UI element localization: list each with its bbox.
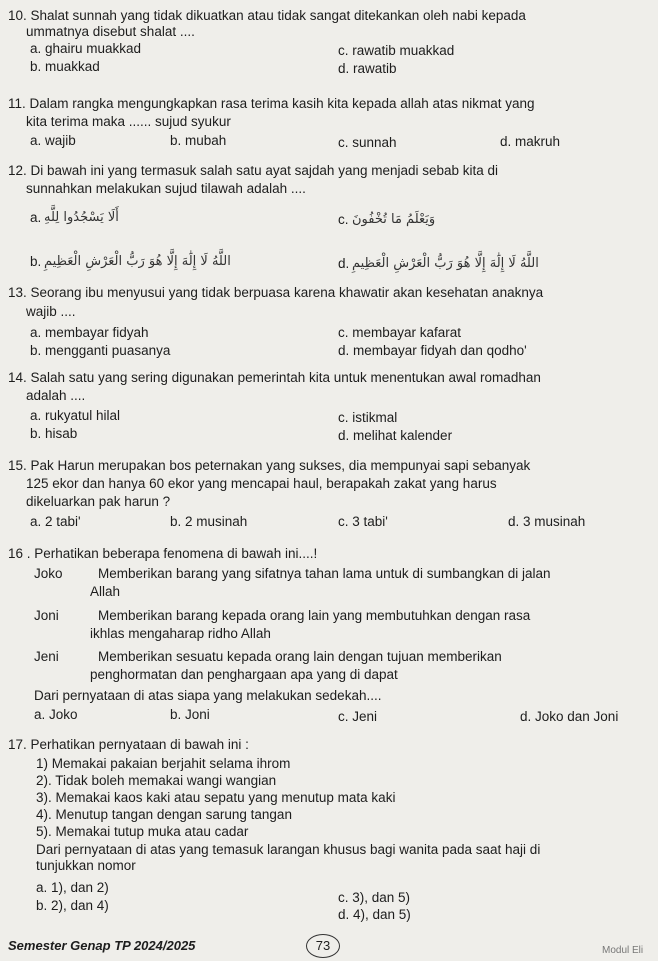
q16-jeni-text-2: penghormatan dan penghargaan apa yang di dapat [90, 667, 398, 682]
q13-option-b: b. mengganti puasanya [30, 343, 171, 358]
q11-line-2: kita terima maka ...... sujud syukur [26, 114, 231, 129]
q15-line-1: 15. Pak Harun merupakan bos peternakan yang sukses, dia mempunyai sapi sebanyak [8, 458, 531, 473]
q15-line-3: dikeluarkan pak harun ? [26, 494, 171, 509]
q17-item-3: 3). Memakai kaos kaki atau sepatu yang menutup mata kaki [36, 790, 396, 805]
q14-option-b: b. hisab [30, 426, 78, 441]
q11-option-b: b. mubah [170, 133, 227, 148]
q15-option-b: b. 2 musinah [170, 514, 248, 529]
q13-option-a: a. membayar fidyah [30, 325, 149, 340]
q16-option-d: d. Joko dan Joni [520, 709, 619, 724]
q17-option-c: c. 3), dan 5) [338, 890, 411, 905]
q17-question-line-1: Dari pernyataan di atas yang temasuk larangan khusus bagi wanita pada saat haji di [36, 842, 541, 857]
q12-option-b: b. [30, 254, 42, 269]
q17-option-b: b. 2), dan 4) [36, 898, 109, 913]
q11-option-d: d. makruh [500, 134, 561, 149]
q10-line-1: 10. Shalat sunnah yang tidak dikuatkan atau tidak sangat ditekankan oleh nabi kepada [8, 8, 526, 23]
q17-item-1: 1) Memakai pakaian berjahit selama ihrom [36, 756, 291, 771]
q15-option-d: d. 3 musinah [508, 514, 586, 529]
footer-module: Modul Eli [602, 945, 644, 956]
q17-item-5: 5). Memakai tutup muka atau cadar [36, 824, 249, 839]
q12-line-2: sunnahkan melakukan sujud tilawah adalah .... [26, 181, 306, 196]
q14-option-c: c. istikmal [338, 410, 398, 425]
q17-option-d: d. 4), dan 5) [338, 907, 411, 922]
q16-joko-text-1: Memberikan barang yang sifatnya tahan lama untuk di sumbangkan di jalan [98, 566, 551, 581]
q14-option-d: d. melihat kalender [338, 428, 453, 443]
footer-semester: Semester Genap TP 2024/2025 [8, 938, 196, 953]
q16-joni-text-2: ikhlas mengaharap ridho Allah [90, 626, 271, 641]
q17-item-2: 2). Tidak boleh memakai wangi wangian [36, 773, 277, 788]
q16-option-a: a. Joko [34, 707, 78, 722]
q11-line-1: 11. Dalam rangka mengungkapkan rasa terima kasih kita kepada allah atas nikmat yang [8, 96, 535, 111]
q12-option-c-arabic: وَيَعْلَمُ مَا تُخْفُونَ [352, 212, 436, 227]
q13-line-1: 13. Seorang ibu menyusui yang tidak berpuasa karena khawatir akan kesehatan anaknya [8, 285, 544, 300]
q12-option-a-arabic: أَلَا يَسْجُدُوا لِلَّهِ [44, 210, 119, 225]
q12-option-d-arabic: اللَّهُ لَا إِلَٰهَ إِلَّا هُوَ رَبُّ الْعَرْشِ الْعَظِيمِ [352, 256, 539, 271]
q16-joko-text-2: Allah [90, 584, 121, 599]
q17-item-4: 4). Menutup tangan dengan sarung tangan [36, 807, 292, 822]
page-number: 73 [306, 934, 340, 958]
q11-option-c: c. sunnah [338, 135, 397, 150]
q17-stem: 17. Perhatikan pernyataan di bawah ini : [8, 737, 249, 752]
q13-option-c: c. membayar kafarat [338, 325, 462, 340]
q17-question-line-2: tunjukkan nomor [36, 858, 136, 873]
q10-option-d: d. rawatib [338, 61, 397, 76]
q10-option-c: c. rawatib muakkad [338, 43, 455, 58]
q14-line-1: 14. Salah satu yang sering digunakan pemerintah kita untuk menentukan awal romadhan [8, 370, 541, 385]
q15-option-a: a. 2 tabi' [30, 514, 81, 529]
q16-joni-text-1: Memberikan barang kepada orang lain yang membutuhkan dengan rasa [98, 608, 531, 623]
q12-option-c: c. [338, 212, 349, 227]
q16-name-joko: Joko [34, 566, 63, 581]
q16-question: Dari pernyataan di atas siapa yang melakukan sedekah.... [34, 688, 382, 703]
q13-option-d: d. membayar fidyah dan qodho' [338, 343, 527, 358]
q12-option-a: a. [30, 210, 42, 225]
q10-option-a: a. ghairu muakkad [30, 41, 142, 56]
q16-option-b: b. Joni [170, 707, 210, 722]
q16-name-joni: Joni [34, 608, 59, 623]
q10-line-2: ummatnya disebut shalat .... [26, 24, 195, 39]
q14-line-2: adalah .... [26, 388, 86, 403]
q14-option-a: a. rukyatul hilal [30, 408, 121, 423]
q11-option-a: a. wajib [30, 133, 76, 148]
q16-option-c: c. Jeni [338, 709, 378, 724]
q17-option-a: a. 1), dan 2) [36, 880, 109, 895]
q16-stem: 16 . Perhatikan beberapa fenomena di bawah ini....! [8, 546, 318, 561]
q10-option-b: b. muakkad [30, 59, 100, 74]
q12-line-1: 12. Di bawah ini yang termasuk salah satu ayat sajdah yang menjadi sebab kita di [8, 163, 499, 178]
q12-option-d: d. [338, 256, 350, 271]
q12-option-b-arabic: اللَّهُ لَا إِلَٰهَ إِلَّا هُوَ رَبُّ الْعَرْشِ الْعَظِيمِ [44, 254, 231, 269]
q15-line-2: 125 ekor dan hanya 60 ekor yang mencapai haul, berapakah zakat yang harus [26, 476, 497, 491]
q15-option-c: c. 3 tabi' [338, 514, 388, 529]
q13-line-2: wajib .... [26, 304, 76, 319]
q16-name-jeni: Jeni [34, 649, 59, 664]
q16-jeni-text-1: Memberikan sesuatu kepada orang lain dengan tujuan memberikan [98, 649, 502, 664]
